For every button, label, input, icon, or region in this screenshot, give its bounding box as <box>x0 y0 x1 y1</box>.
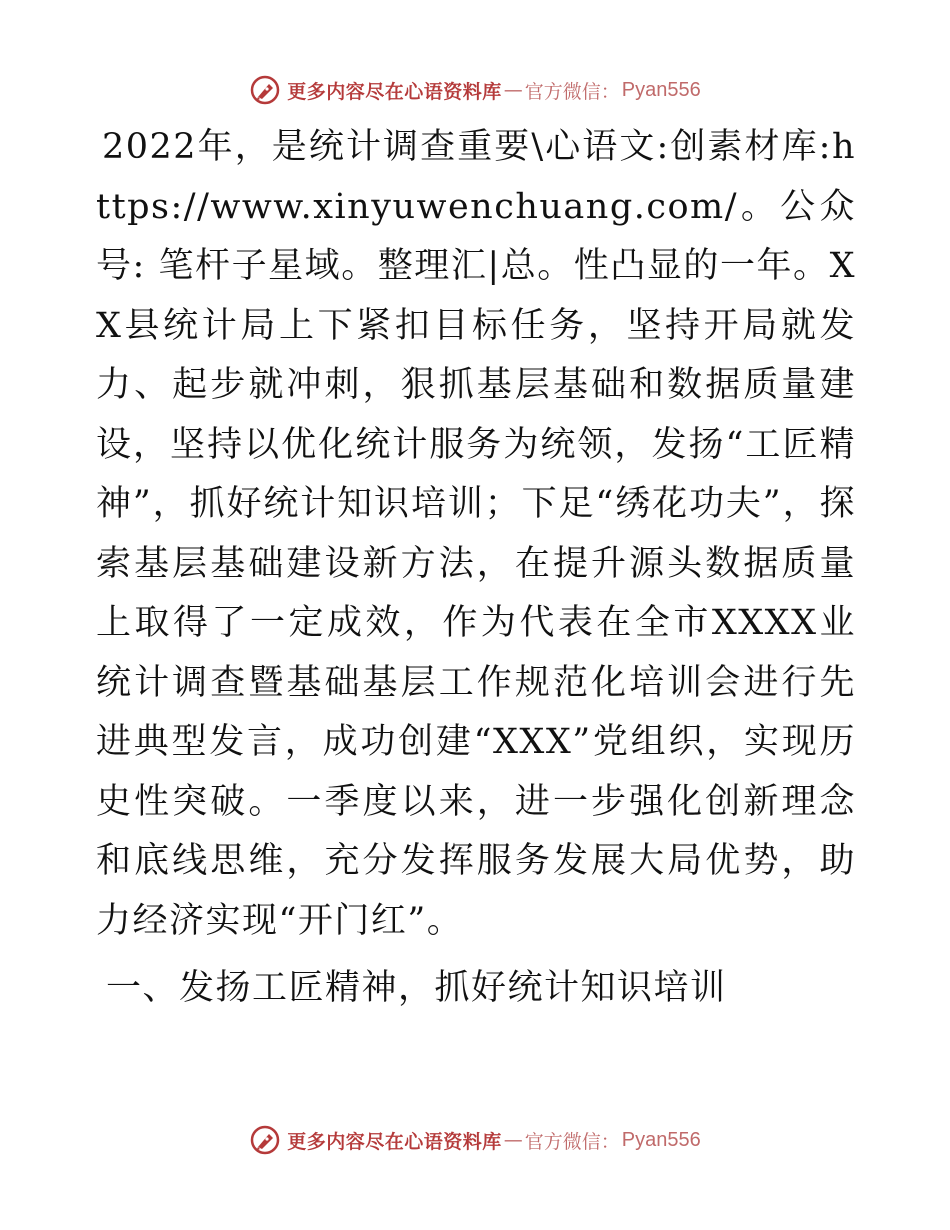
header-wechat-id: Pyan556 <box>621 78 701 101</box>
footer-banner <box>0 1120 950 1160</box>
body-paragraph: 2022年，是统计调查重要\心语文:创素材库:https://www.xinyuwenchuang.com/。公众号: 笔杆子星域。整理汇|总。性凸显的一年。XX县统计局上下紧扣目标任务，坚持开局就发力、起步就冲刺，狠抓基层基础和数据质量建设，坚持以优化统计服务为统领，发扬“工匠精神”，抓好统计知识培训；下足“绣花功夫”，探索基层基础建设新方法，在提升源头数据质量上取得了一定成效，作为代表在全市XXXX业统计调查暨基础基层工作规范化培训会进行先进典型发言，成功创建“XXX”党组织，实现历史性突破。一季度以来，进一步强化创新理念和底线思维，充分发挥服务发展大局优势，助力经济实现“开门红”。 <box>96 127 856 941</box>
header-site-text: 更多内容尽在心语资料库 <box>287 80 502 103</box>
header-dash: — <box>503 79 523 101</box>
section-heading: 一、发扬工匠精神，抓好统计知识培训 <box>106 968 727 1008</box>
header-wechat-label: 官方微信： <box>524 80 620 103</box>
footer-wechat-label: 官方微信： <box>524 1130 620 1153</box>
pen-nib-logo-icon <box>249 74 281 106</box>
footer-dash: — <box>503 1129 523 1151</box>
footer-site-text: 更多内容尽在心语资料库 <box>287 1130 502 1153</box>
document-body <box>96 118 856 1019</box>
footer-wechat-id: Pyan556 <box>621 1128 701 1151</box>
header-banner <box>0 70 950 110</box>
pen-nib-logo-icon <box>249 1124 281 1156</box>
